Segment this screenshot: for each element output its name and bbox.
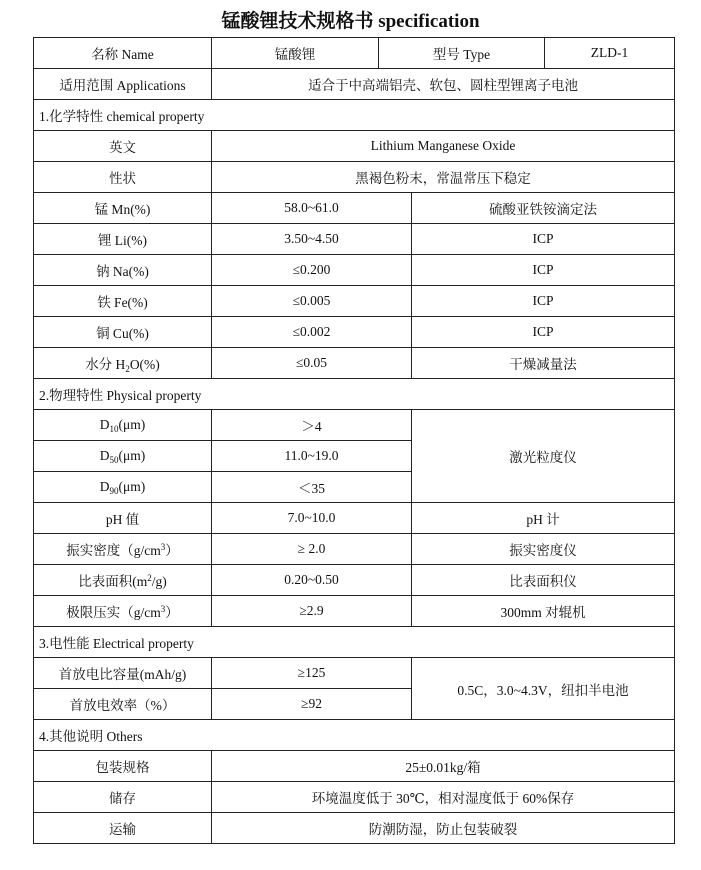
row-method: ICP xyxy=(412,255,675,286)
table-row xyxy=(34,224,675,255)
d50-value: 11.0~19.0 xyxy=(212,441,412,472)
ph-label: pH 值 xyxy=(34,503,212,534)
surface-area-value: 0.20~0.50 xyxy=(212,565,412,596)
section-heading-chemical: 1.化学特性 chemical property xyxy=(34,100,675,131)
press-density-label: 极限压实$(g/cm^3)$ xyxy=(34,596,212,627)
page-title: 锰酸锂技术规格书 specification xyxy=(221,11,480,32)
row-label: 运输 xyxy=(34,813,212,844)
applications-row xyxy=(34,69,675,100)
ph-method: pH 计 xyxy=(412,503,675,534)
section-heading-row xyxy=(34,100,675,131)
d90-value: ＜35 xyxy=(212,472,412,503)
tap-density-method: 振实密度仪 xyxy=(412,534,675,565)
name-value: 锰酸锂 xyxy=(212,38,379,69)
row-label: 首放电效率（%） xyxy=(34,689,212,720)
row-label: 锰 Mn(%) xyxy=(34,193,212,224)
spec-table xyxy=(33,37,675,844)
press-density-value: ≥2.9 xyxy=(212,596,412,627)
appearance-row xyxy=(34,162,675,193)
appearance-label: 性状 xyxy=(34,162,212,193)
applications-value: 适合于中高端铝壳、软包、圆柱型锂离子电池 xyxy=(212,69,675,100)
d10-value: ＞4 xyxy=(212,410,412,441)
d10-label: $D_{10}(\mu m)$ xyxy=(34,410,212,441)
press-density-method: 300mm 对辊机 xyxy=(412,596,675,627)
table-row xyxy=(34,813,675,844)
row-method: ICP xyxy=(412,224,675,255)
row-value: ≤0.200 xyxy=(212,255,412,286)
row-label: 储存 xyxy=(34,782,212,813)
row-value: 防潮防湿，防止包装破裂 xyxy=(212,813,675,844)
row-label: 首放电比容量(mAh/g) xyxy=(34,658,212,689)
electrical-method: 0.5C，3.0~4.3V，纽扣半电池 xyxy=(412,658,675,720)
psd-row xyxy=(34,410,675,441)
psd-method: 激光粒度仪 xyxy=(412,410,675,503)
section-heading-row xyxy=(34,627,675,658)
applications-label: 适用范围 Applications xyxy=(34,69,212,100)
row-value: 25±0.01kg/箱 xyxy=(212,751,675,782)
english-row xyxy=(34,131,675,162)
table-row xyxy=(34,782,675,813)
press-density-row xyxy=(34,596,675,627)
tap-density-label: 振实密度$(g/cm^3)$ xyxy=(34,534,212,565)
name-label: 名称 Name xyxy=(34,38,212,69)
row-label: 锂 Li(%) xyxy=(34,224,212,255)
row-value: 3.50~4.50 xyxy=(212,224,412,255)
section-heading-row xyxy=(34,720,675,751)
section-heading-electrical: 3.电性能 Electrical property xyxy=(34,627,675,658)
table-row xyxy=(34,751,675,782)
row-label: 包装规格 xyxy=(34,751,212,782)
row-value: ≥125 xyxy=(212,658,412,689)
water-method: 干燥减量法 xyxy=(412,348,675,379)
table-row xyxy=(34,255,675,286)
type-label: 型号 Type xyxy=(379,38,545,69)
d50-label: $D_{50}(\mu m)$ xyxy=(34,441,212,472)
table-row xyxy=(34,193,675,224)
row-value: 环境温度低于 30℃，相对湿度低于 60%保存 xyxy=(212,782,675,813)
name-row xyxy=(34,38,675,69)
d90-label: $D_{90}(\mu m)$ xyxy=(34,472,212,503)
row-method: ICP xyxy=(412,286,675,317)
row-value: ≥92 xyxy=(212,689,412,720)
section-heading-row xyxy=(34,379,675,410)
row-value: 58.0~61.0 xyxy=(212,193,412,224)
row-method: ICP xyxy=(412,317,675,348)
surface-area-row xyxy=(34,565,675,596)
row-label: 钠 Na(%) xyxy=(34,255,212,286)
section-heading-others: 4.其他说明 Others xyxy=(34,720,675,751)
water-label: 水分 $H_2O(\%)$ xyxy=(34,348,212,379)
water-value: ≤0.05 xyxy=(212,348,412,379)
section-heading-physical: 2.物理特性 Physical property xyxy=(34,379,675,410)
tap-density-row xyxy=(34,534,675,565)
appearance-value: 黑褐色粉末，常温常压下稳定 xyxy=(212,162,675,193)
english-value: Lithium Manganese Oxide xyxy=(212,131,675,162)
water-row xyxy=(34,348,675,379)
row-label: 铜 Cu(%) xyxy=(34,317,212,348)
row-value: ≤0.005 xyxy=(212,286,412,317)
surface-area-label: 比表面积$(m^2/g)$ xyxy=(34,565,212,596)
type-value: ZLD-1 xyxy=(545,38,675,69)
tap-density-value: ≥ 2.0 xyxy=(212,534,412,565)
row-value: ≤0.002 xyxy=(212,317,412,348)
table-row xyxy=(34,658,675,689)
table-row xyxy=(34,286,675,317)
row-label: 铁 Fe(%) xyxy=(34,286,212,317)
ph-row xyxy=(34,503,675,534)
surface-area-method: 比表面积仪 xyxy=(412,565,675,596)
table-row xyxy=(34,317,675,348)
english-label: 英文 xyxy=(34,131,212,162)
row-method: 硫酸亚铁铵滴定法 xyxy=(412,193,675,224)
ph-value: 7.0~10.0 xyxy=(212,503,412,534)
